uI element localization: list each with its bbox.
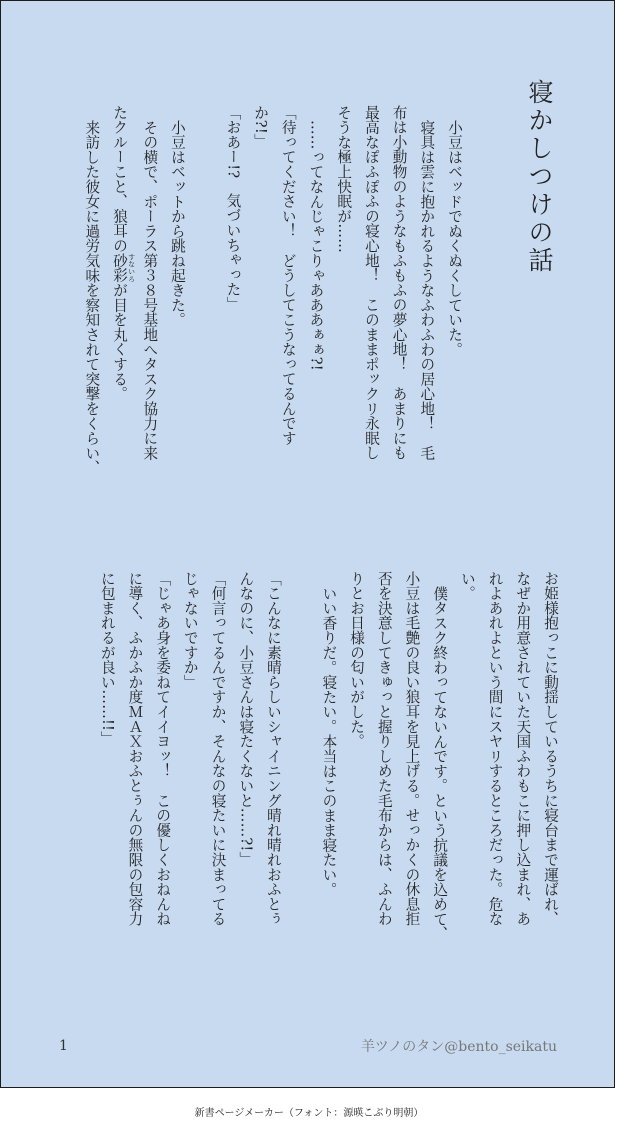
ruby-annotation: 砂彩 すないろ: [111, 253, 136, 283]
bottom-line: 「じゃあ身を委ねてイイヨッ！ この優しくおねんね: [154, 571, 172, 927]
bottom-line: れよあれよという間にスヤリするところだった。危な: [486, 571, 504, 927]
top-line: 最高なぽふぽふの寝心地！ このままポックリ永眠し: [362, 105, 380, 461]
bottom-line: 「こんなに素晴らしいシャイニング晴れ晴れおふとぅ: [264, 571, 282, 927]
top-line: その横で、ポーラス第３８号基地へタスク協力に来: [141, 119, 159, 460]
bottom-line: [287, 571, 315, 1011]
top-line: ……ってなんじゃこりゃあああぁぁ?!: [307, 119, 325, 371]
top-line: [191, 105, 219, 525]
bottom-line: 小豆は毛艶の良い狼耳を見上げる。せっかくの休息拒: [403, 571, 421, 927]
bottom-line: りとお日様の匂いがした。: [348, 571, 366, 749]
top-line: 寝具は雲に抱かれるようなふわふわの居心地！ 毛: [418, 119, 436, 460]
bottom-line: に導く、ふかふか度ＭＡＸおふとぅんの無限の包容力: [126, 571, 144, 927]
text-column-lower: [93, 571, 564, 1011]
bottom-line: なぜか用意されていた天国ふわもこに押し込まれ、あ: [514, 571, 532, 927]
bottom-line: んなのに、小豆さんは寝たくないと……?!」: [237, 571, 255, 867]
ruby-reading: すないろ: [127, 253, 136, 283]
top-line: 小豆はベットから跳ね起きた。: [168, 119, 186, 327]
top-line: 来訪した彼女に過労気味を察知されて突撃をくらい、: [83, 119, 101, 475]
top-line: そうな極上快眠が……: [335, 105, 353, 253]
bottom-line: い。: [458, 571, 476, 601]
bottom-line: 否を決意してきゅっと握りしめた毛布からは、ふんわ: [375, 571, 393, 927]
top-line: か?!」: [252, 105, 270, 149]
page-number: 1: [59, 1038, 68, 1054]
bottom-line: 僕タスク終わってないんです。という抗議を込めて、: [431, 585, 449, 941]
top-line: 小豆はベッドでぬくぬくしていた。: [446, 119, 463, 357]
author-credit: 羊ツノのタン@bento_seikatu: [360, 1039, 557, 1055]
top-line: 布は小動物のようなもふもふの夢心地！ あまりにも: [390, 105, 408, 461]
story-title: 寝かしつけの話: [525, 79, 554, 275]
bottom-line: に包まれるが良い……!!」: [98, 571, 116, 746]
bottom-line: お姫様抱っこに動揺しているうちに寝台まで運ばれ、: [542, 571, 559, 927]
generator-credit: 新書ページメーカー（フォント：源暎こぶり明朝）: [194, 1108, 424, 1119]
top-line: 「おあー!? 気づいちゃった」: [224, 105, 242, 312]
top-line: たクルーこと、狼耳の砂彩 すないろが目を丸くする。: [111, 105, 136, 402]
top-line: 「待ってください！ どうしてこうなってるんです: [279, 105, 297, 446]
bottom-line: いい香りだ。寝たい。本当はこのまま寝たい。: [320, 585, 338, 897]
bottom-line: 「何言ってるんですか、そんなの寝たいに決まってる: [209, 571, 227, 927]
bottom-line: じゃないですか」: [181, 571, 199, 690]
text-column-upper: [78, 105, 468, 525]
